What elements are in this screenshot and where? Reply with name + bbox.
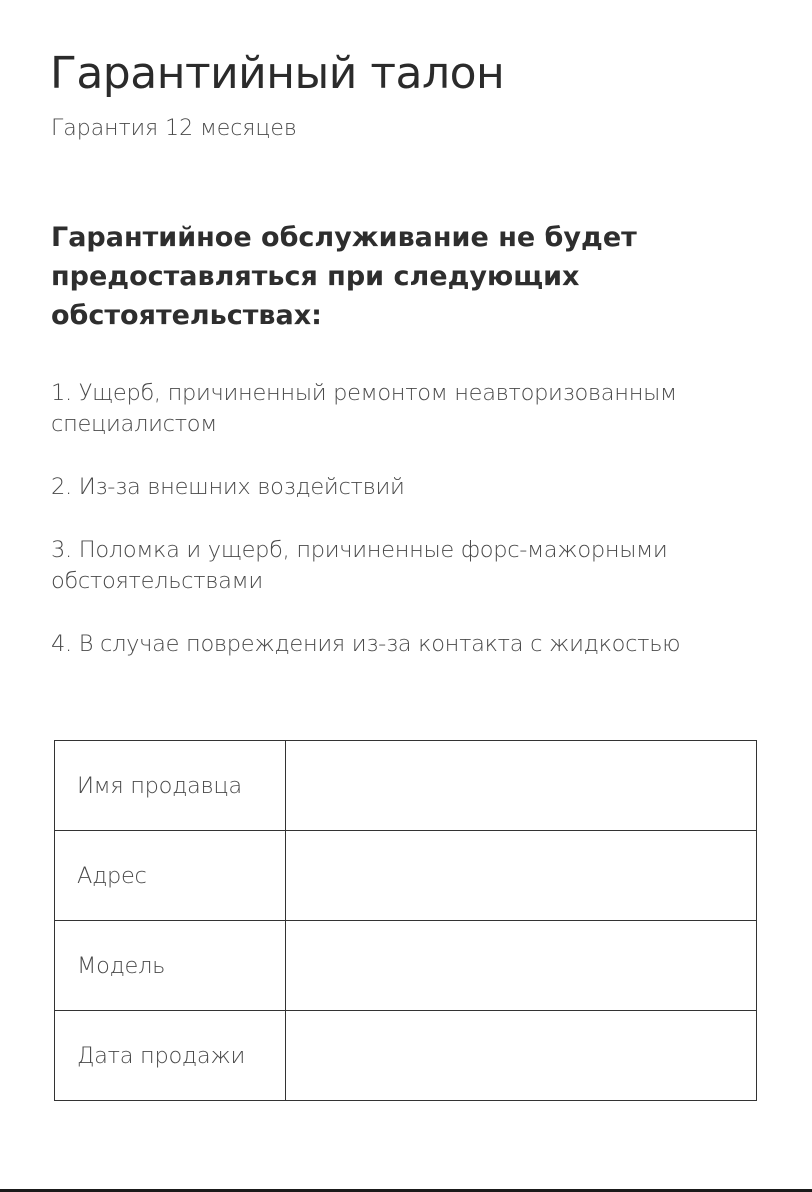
list-item: 4. В случае повреждения из-за контакта с жидкостью (51, 631, 681, 657)
warranty-form-table (54, 740, 757, 1101)
seller-name-field[interactable] (286, 741, 757, 831)
sale-date-label: Дата продажи (55, 1011, 286, 1101)
table-row (55, 741, 757, 831)
sale-date-field[interactable] (286, 1011, 757, 1101)
table-row (55, 831, 757, 921)
list-item: 3. Поломка и ущерб, причиненные форс-мажорными обстоятельствами (51, 537, 668, 594)
table-row (55, 921, 757, 1011)
exclusions-list (51, 378, 771, 692)
seller-name-label: Имя продавца (55, 741, 286, 831)
model-field[interactable] (286, 921, 757, 1011)
list-item: 2. Из-за внешних воздействий (51, 474, 405, 500)
table-row (55, 1011, 757, 1101)
page-title: Гарантийный талон (50, 48, 505, 99)
address-field[interactable] (286, 831, 757, 921)
warranty-period: Гарантия 12 месяцев (51, 116, 297, 141)
address-label: Адрес (55, 831, 286, 921)
exclusions-heading: Гарантийное обслуживание не будет предоставляться при следующих обстоятельствах: (51, 222, 637, 331)
model-label: Модель (55, 921, 286, 1011)
list-item: 1. Ущерб, причиненный ремонтом неавторизованным специалистом (51, 380, 677, 437)
